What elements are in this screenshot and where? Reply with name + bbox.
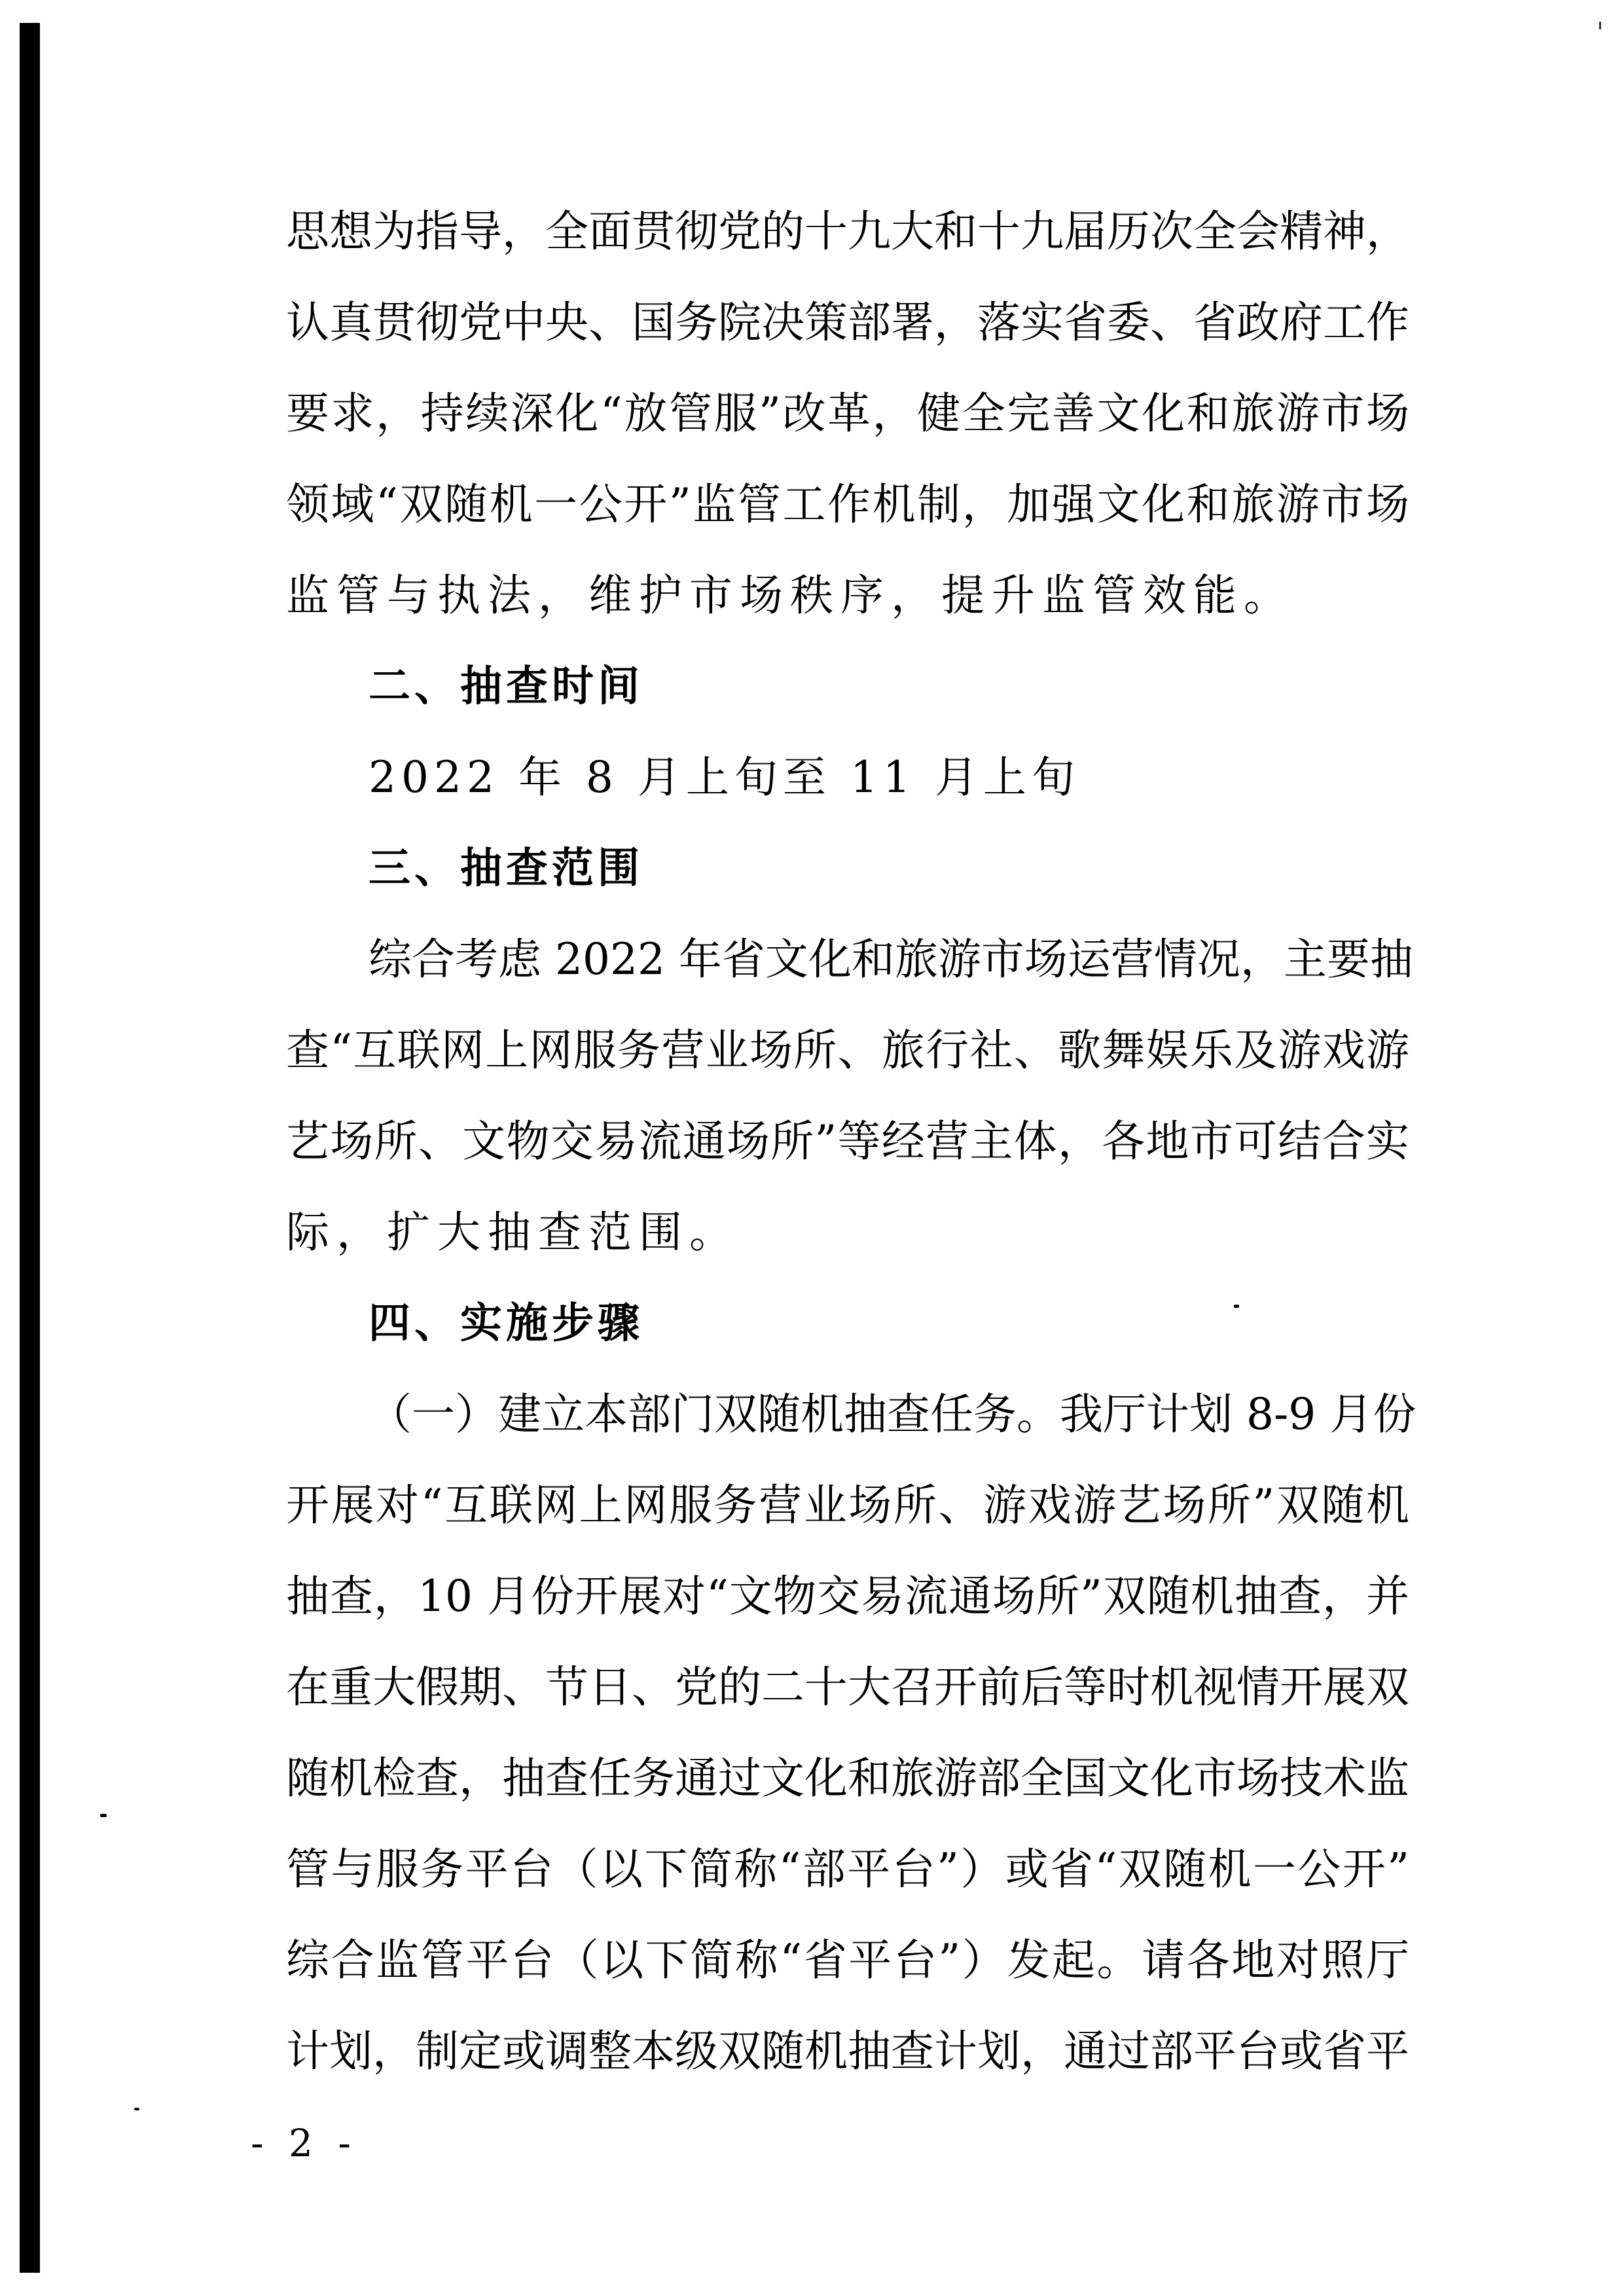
paragraph-guiding-ideology: [286, 200, 1409, 655]
section-heading: 三、抽查范围: [369, 844, 643, 893]
text-line: 认真贯彻党中央、国务院决策部署，落实省委、省政府工作: [286, 297, 1409, 348]
section-implementation-steps: [286, 1292, 1416, 2111]
scan-binding-edge: [20, 23, 40, 2273]
text-line: 开展对“互联网上网服务营业场所、游戏游艺场所”双随机: [286, 1480, 1409, 1530]
section-heading: 四、实施步骤: [369, 1299, 643, 1348]
page-number: - 2 -: [251, 2121, 357, 2165]
text-line: 艺场所、文物交易流通场所”等经营主体，各地市可结合实: [286, 1116, 1409, 1166]
text-line: 管与服务平台（以下简称“部平台”）或省“双随机一公开”: [286, 1844, 1409, 1894]
text-line: （一）建立本部门双随机抽查任务。我厅计划 8-9 月份: [369, 1389, 1416, 1439]
section-inspection-time: [286, 655, 1409, 837]
text-line: 综合监管平台（以下简称“省平台”）发起。请各地对照厅: [286, 1935, 1409, 1985]
text-line: 抽查，10 月份开展对“文物交易流通场所”双随机抽查，并: [286, 1571, 1409, 1621]
section-heading: 二、抽查时间: [369, 662, 643, 711]
text-line: 监管与执法，维护市场秩序，提升监管效能。: [286, 570, 1294, 621]
document-page: [286, 200, 1416, 2111]
scan-speck: [100, 1814, 107, 1817]
text-line: 领域“双随机一公开”监管工作机制，加强文化和旅游市场: [286, 479, 1409, 530]
section-inspection-scope: [286, 837, 1413, 1292]
text-line: 查“互联网上网服务营业场所、旅行社、歌舞娱乐及游戏游: [286, 1025, 1409, 1075]
text-line: 2022 年 8 月上旬至 11 月上旬: [369, 752, 1080, 803]
text-line: 随机检查，抽查任务通过文化和旅游部全国文化市场技术监: [286, 1753, 1409, 1803]
text-line: 在重大假期、节日、党的二十大召开前后等时机视情开展双: [286, 1662, 1409, 1712]
text-line: 计划，制定或调整本级双随机抽查计划，通过部平台或省平: [286, 2026, 1409, 2076]
text-line: 思想为指导，全面贯彻党的十九大和十九届历次全会精神，: [286, 206, 1409, 257]
text-line: 要求，持续深化“放管服”改革，健全完善文化和旅游市场: [286, 388, 1409, 439]
text-line: 综合考虑 2022 年省文化和旅游市场运营情况，主要抽: [369, 934, 1413, 985]
text-line: 际，扩大抽查范围。: [286, 1207, 740, 1257]
scan-corner-mark: [1599, 22, 1601, 29]
scan-speck: [134, 2108, 139, 2110]
